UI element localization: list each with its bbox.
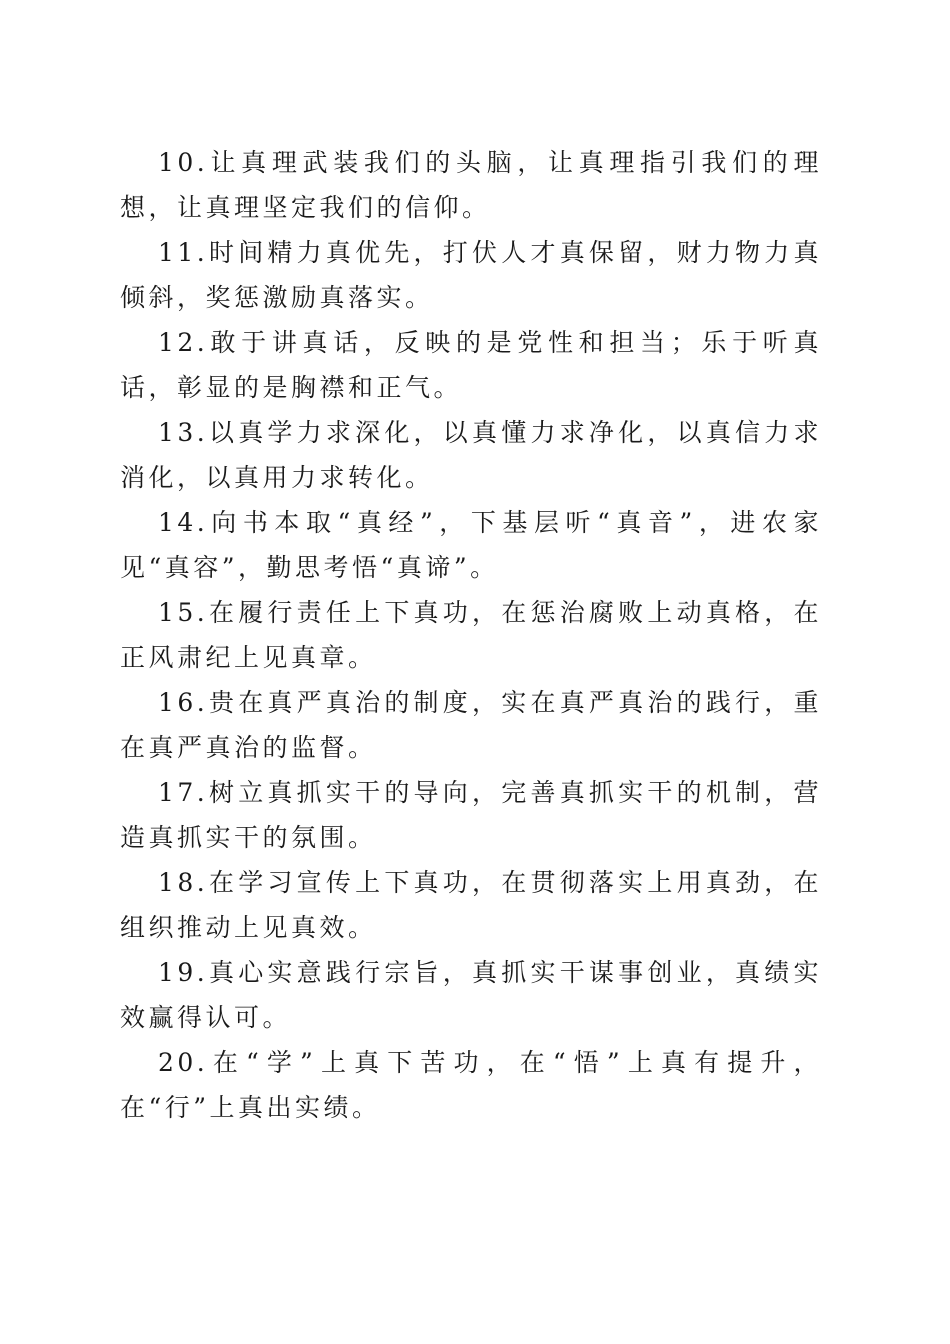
- document-body: [120, 140, 822, 1130]
- list-item-13: 13.以真学力求深化，以真懂力求净化，以真信力求消化，以真用力求转化。: [120, 418, 822, 492]
- list-item-19: 19.真心实意践行宗旨，真抓实干谋事创业，真绩实效赢得认可。: [120, 958, 822, 1032]
- list-item-18: 18.在学习宣传上下真功，在贯彻落实上用真劲，在组织推动上见真效。: [120, 868, 822, 942]
- list-item-10: 10.让真理武装我们的头脑，让真理指引我们的理想，让真理坚定我们的信仰。: [120, 148, 822, 222]
- list-item-15: 15.在履行责任上下真功，在惩治腐败上动真格，在正风肃纪上见真章。: [120, 598, 822, 672]
- list-item-14: 14.向书本取“真经”，下基层听“真音”，进农家见“真容”，勤思考悟“真谛”。: [120, 508, 822, 582]
- list-item-12: 12.敢于讲真话，反映的是党性和担当；乐于听真话，彰显的是胸襟和正气。: [120, 328, 822, 402]
- list-item-16: 16.贵在真严真治的制度，实在真严真治的践行，重在真严真治的监督。: [120, 688, 822, 762]
- list-item-17: 17.树立真抓实干的导向，完善真抓实干的机制，营造真抓实干的氛围。: [120, 778, 822, 852]
- list-item-20: 20.在“学”上真下苦功，在“悟”上真有提升，在“行”上真出实绩。: [120, 1048, 822, 1122]
- list-item-11: 11.时间精力真优先，打伏人才真保留，财力物力真倾斜，奖惩激励真落实。: [120, 238, 822, 312]
